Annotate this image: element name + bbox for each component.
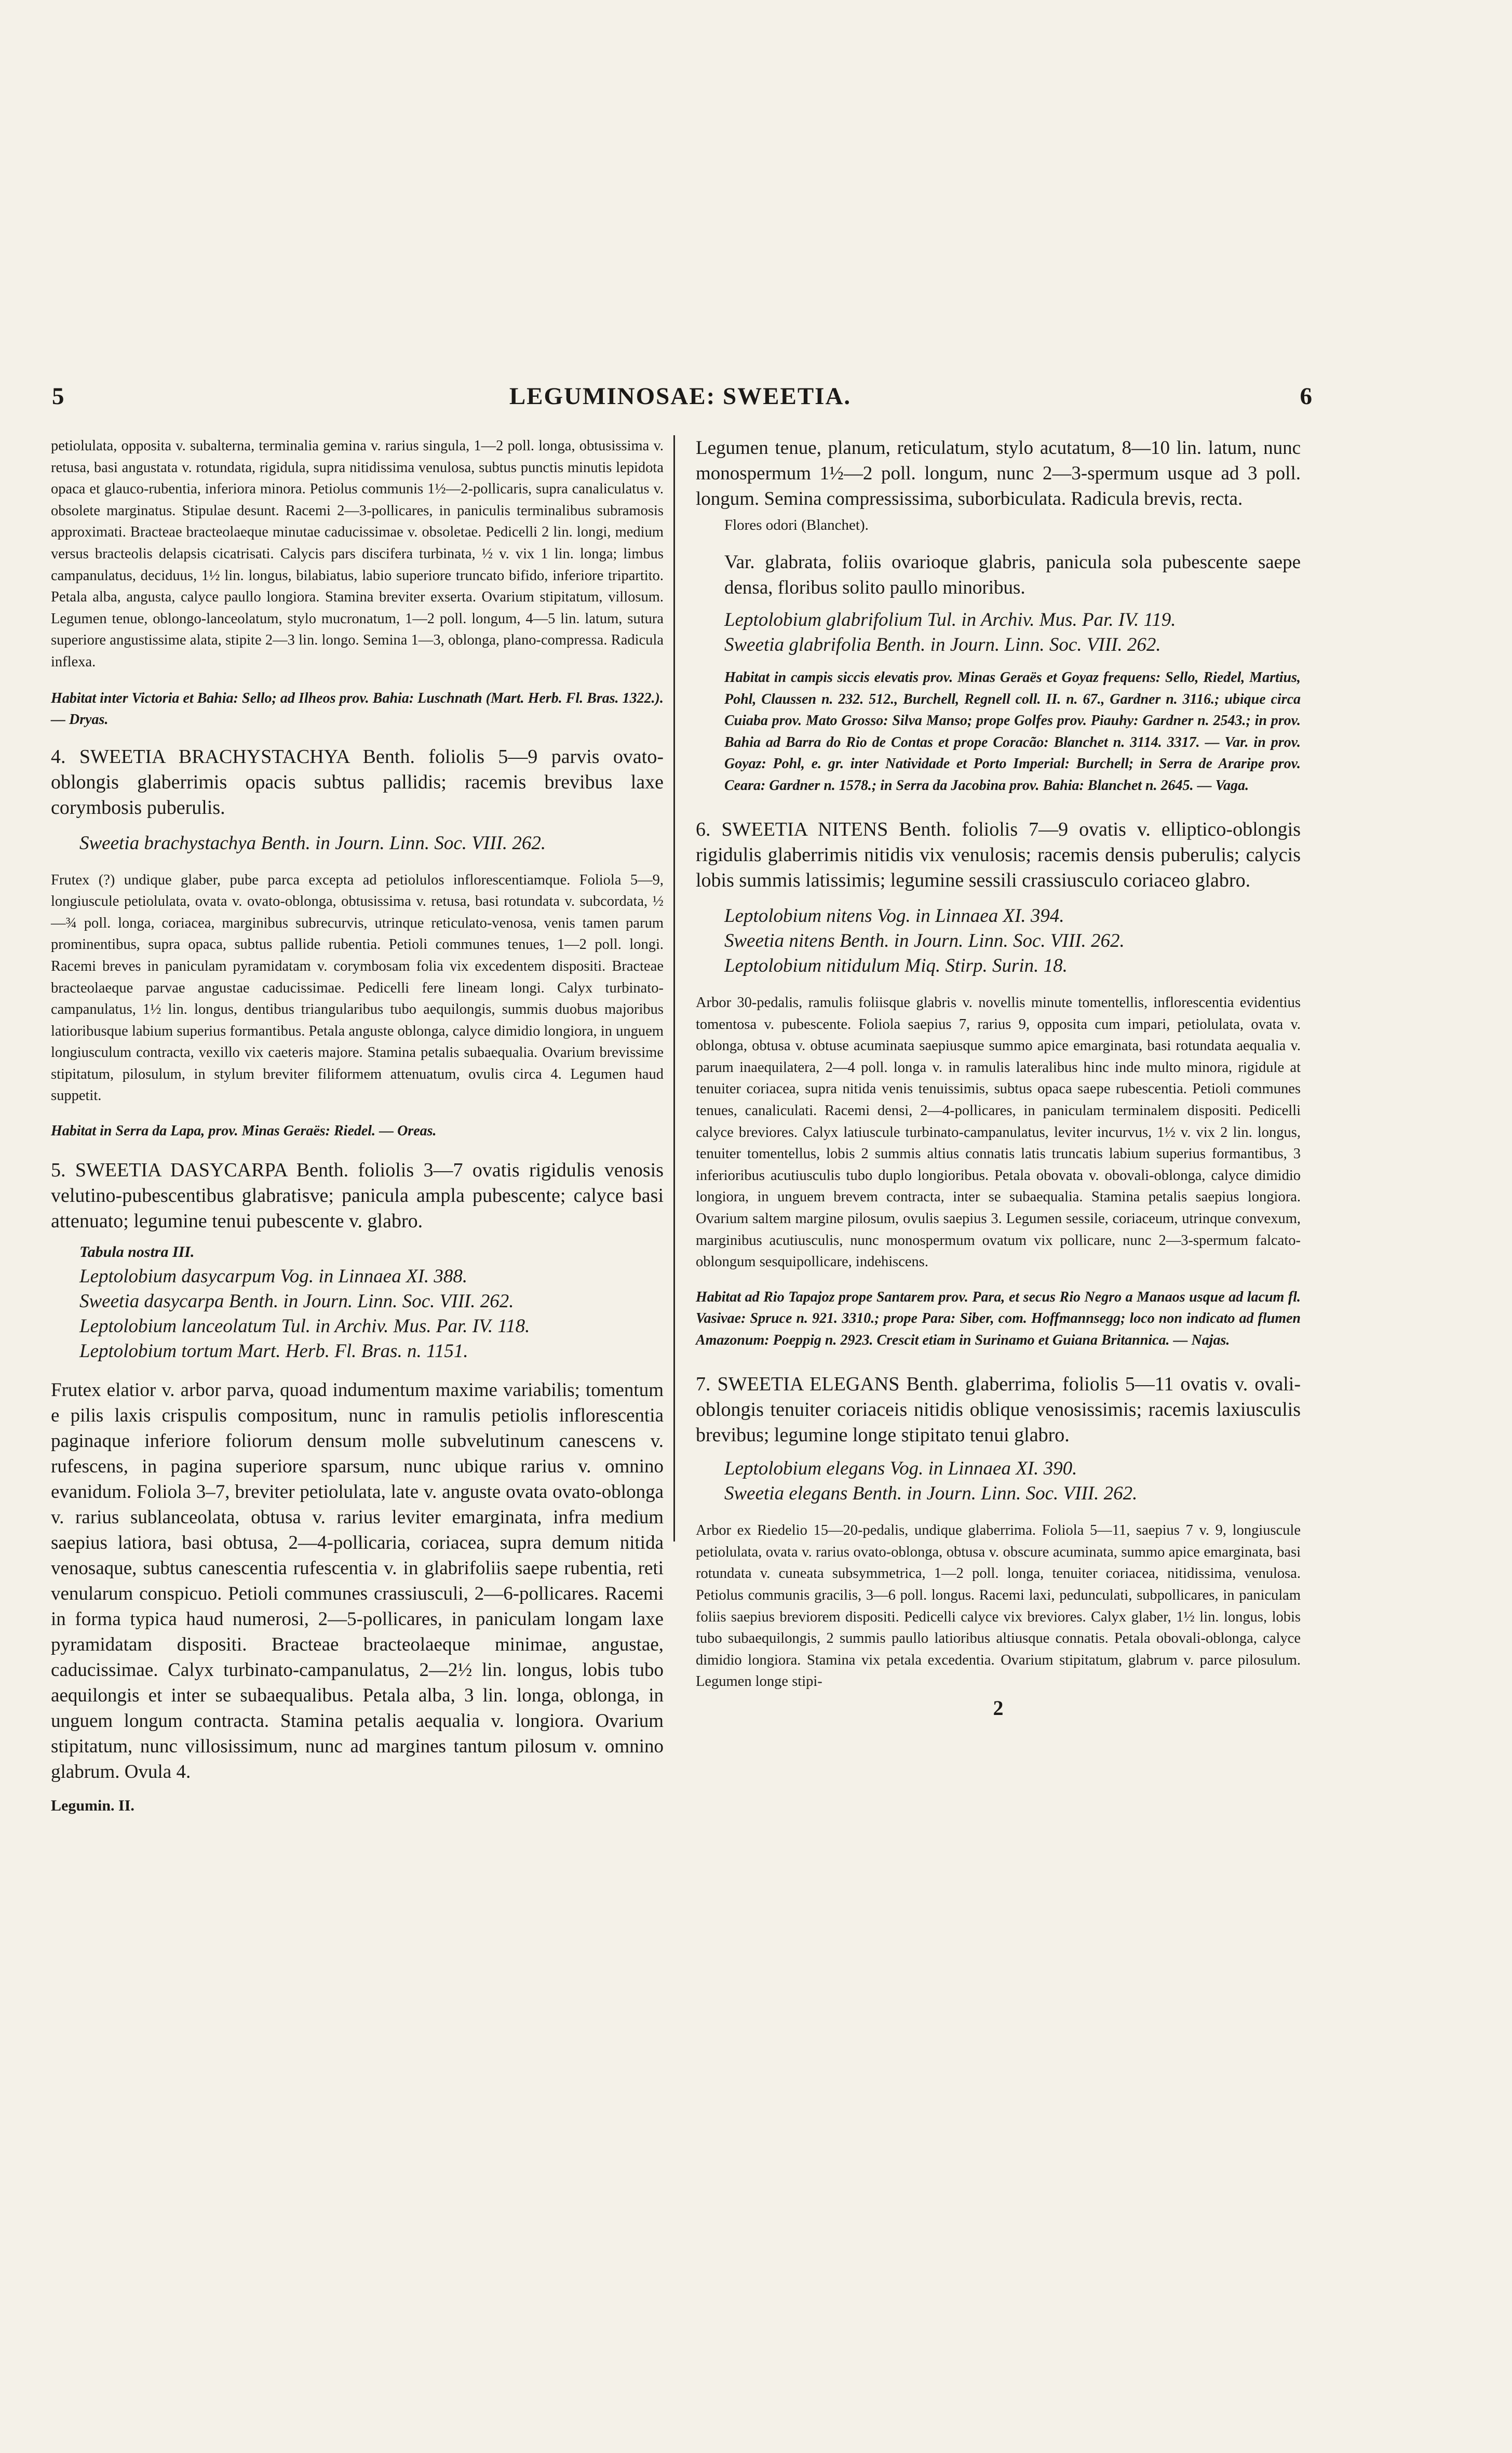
synonym-line: Leptolobium lanceolatum Tul. in Archiv. Mus. Par. IV. 118.	[79, 1315, 530, 1337]
synonym-line: Sweetia glabrifolia Benth. in Journ. Linn. Soc. VIII. 262.	[724, 634, 1161, 655]
species7-synonyms	[696, 1456, 1301, 1506]
footer-signature-label: Legumin. II.	[51, 1797, 134, 1814]
synonym-line: Leptolobium dasycarpum Vog. in Linnaea XI. 388.	[79, 1265, 468, 1287]
species5-plate-reference: Tabula nostra III.	[79, 1243, 195, 1261]
running-title: LEGUMINOSAE: SWEETIA.	[509, 383, 852, 410]
species5-habitat: Habitat in campis siccis elevatis prov. Minas Geraës et Goyaz frequens: Sello, Riedel, Martius, Pohl, Claussen n. 232. 512., Burchell, Regnell coll. II. n. 67., Gardner n. 3116.; ubique circa Cuiaba prov. Mato Grosso: Silva Manso; prope Golfes prov. Piauhy: Gardner n. 2543.; in prov. Bahia ad Barra do Rio de Contas et prope Coracão: Blanchet n. 3114. 3317. — Var. in prov. Goyaz: Pohl, e. gr. inter Natividade et Porto Imperial: Burchell; in Serra de Araripe prov. Ceara: Gardner n. 1578.; in Serra da Jacobina prov. Bahia: Blanchet n. 2645. — Vaga.	[724, 669, 1301, 794]
variety-synonyms	[696, 608, 1301, 658]
left-column	[51, 435, 664, 1815]
species3-description-continued: petiolulata, opposita v. subalterna, terminalia gemina v. rarius singula, 1—2 poll. longa, obtusissima v. retusa, basi angustata v. rotundata, rigidula, supra nitidissima venulosa, subtus punctis minutis lepidota opaca et glauco-rubentia, inferiora minora. Petiolus communis 1½—2-pollicaris, supra canaliculatus v. obsolete marginatus. Stipulae desunt. Racemi 2—3-pollicares, in paniculis terminalibus subramosis approximati. Bracteae bracteolaeque minutae caducissimae v. obsoletae. Pedicelli 2 lin. longi, medium versus bracteolis delapsis cicatrisati. Calycis pars discifera turbinata, ½ v. vix 1 lin. longa; limbus campanulatus, deciduus, 1½ lin. longus, bilabiatus, labio superiore truncato bifido, inferiore tripartito. Petala alba, angusta, calyce paullo longiora. Stamina breviter exserta. Ovarium stipitatum, villosum. Legumen tenue, oblongo-lanceolatum, stylo mucronatum, 1—2 poll. longum, 4—5 lin. latum, sutura superiore angustissime alata, stipite 2—3 lin. longo. Semina 1—3, oblonga, plano-compressa. Radicula inflexa.	[51, 438, 664, 670]
synonym-line: Sweetia nitens Benth. in Journ. Linn. Soc. VIII. 262.	[724, 930, 1125, 951]
synonym-line: Leptolobium glabrifolium Tul. in Archiv. Mus. Par. IV. 119.	[724, 609, 1176, 631]
species6-heading: 6. SWEETIA NITENS Benth. foliolis 7—9 ovatis v. elliptico-oblongis rigidulis glaberrimis nitidis vix venulosis; racemis densis puberulis; calycis lobis summis latissimis; legumine sessili crassiusculo coriaceo glabro.	[696, 819, 1301, 891]
species4-synonyms	[51, 831, 664, 856]
species6-synonyms	[696, 904, 1301, 978]
species5-description: Frutex elatior v. arbor parva, quoad indumentum maxime variabilis; tomentum e pilis laxis crispulis compositum, nunc in ramulis petiolis inflorescentia paginaque inferiore foliorum densum molle subvelutinum canescens v. rufescens, in pagina superiore sparsum, nunc ubique rarius v. omnino evanidum. Foliola 3–7, breviter petiolulata, late v. anguste ovata ovato-oblonga v. rarius sublanceolata, obtusa v. rarius leviter emarginata, infra medium saepius latiora, basi obtusa, 2—4-pollicaria, coriacea, supra demum nitida venosaque, subtus canescentia rufescentia v. in glabrifoliis saepe rubentia, reti venularum conspicuo. Petioli communes crassiusculi, 2—6-pollicares. Racemi in forma typica haud numerosi, 2—5-pollicares, in paniculam longam laxe pyramidatam dispositi. Bracteae bracteolaeque minimae, angustae, caducissimae. Calyx turbinato-campanulatus, 2—2½ lin. longus, lobis tubo aequilongis et inter se subaequalibus. Petala alba, 3 lin. longa, oblonga, in unguem longum contracta. Stamina petalis aequalia v. longiora. Ovarium stipitatum, nunc villosissimum, nunc ad margines tantum pilosum v. omnino glabrum. Ovula 4.	[51, 1379, 664, 1782]
species4-heading: 4. SWEETIA BRACHYSTACHYA Benth. foliolis 5—9 parvis ovato-oblongis glaberrimis opacis subtus pallidis; racemis brevibus laxe corymbosis puberulis.	[51, 745, 664, 819]
species5-legumen-description: Legumen tenue, planum, reticulatum, stylo acutatum, 8—10 lin. latum, nunc monospermum 1½—2 poll. longum, nunc 2—3-spermum usque ad 3 poll. longum. Semina compressissima, suborbiculata. Radicula brevis, recta.	[696, 437, 1301, 510]
page-header	[48, 382, 1313, 419]
column-divider	[673, 435, 675, 1541]
species6-description: Arbor 30-pedalis, ramulis foliisque glabris v. novellis minute tomentellis, inflorescentia evidentius tomentosa v. pubescente. Foliola saepius 7, rarius 9, opposita cum impari, petiolulata, ovata v. oblonga, obtusa v. obtuse acuminata saepiusque summo apice emarginata, basi rotundata aequalia v. parum inaequilatera, 2—4 poll. longa v. in ramulis lateralibus hinc inde multo minora, rigidule at tenuiter coriacea, supra nitida venis tenuissimis, subtus opaca saepe rubescentia. Petioli communes tenues, canaliculati. Racemi densi, 2—4-pollicares, in paniculam terminalem dispositi. Pedicelli calyce breviores. Calyx latiuscule turbinato-campanulatus, leviter incurvus, 1½ v. vix 2 lin. longus, tenuiter tomentellus, lobis 2 summis altius connatis latis truncatis labium superius formantibus, 3 inferioribus acutiusculis tubo duplo longioribus. Petala obovata v. obovali-oblonga, calyce dimidio longiora, in unguem brevem contracta, inter se subaequalia. Stamina petalis saepius longiora. Ovarium saltem margine pilosum, ovulis saepius 3. Legumen sessile, coriaceum, utrinque convexum, marginibus acutiusculis, nunc monospermum ovatum vix pollicare, nunc 2—3-spermum falcato-oblongum sesquipollicare, indehiscens.	[696, 995, 1301, 1270]
synonym-line: Leptolobium nitidulum Miq. Stirp. Surin. 18.	[724, 955, 1068, 976]
synonym-line: Sweetia brachystachya Benth. in Journ. Linn. Soc. VIII. 262.	[79, 832, 546, 854]
species6-habitat: Habitat ad Rio Tapajoz prope Santarem prov. Para, et secus Rio Negro a Manaos usque ad lacum fl. Vasivae: Spruce n. 921. 3310.; prope Para: Siber, com. Hoffmannsegg; loco non indicato ad flumen Amazonum: Poeppig n. 2923. Crescit etiam in Surinamo et Guiana Britannica. — Najas.	[696, 1289, 1301, 1348]
right-column	[696, 435, 1301, 1720]
species4-habitat: Habitat in Serra da Lapa, prov. Minas Geraës: Riedel. — Oreas.	[51, 1123, 437, 1140]
species3-habitat: Habitat inter Victoria et Bahia: Sello; ad Ilheos prov. Bahia: Luschnath (Mart. Herb. Fl. Bras. 1322.). — Dryas.	[51, 690, 664, 728]
page-number-right: 6	[1300, 383, 1313, 410]
species7-heading: 7. SWEETIA ELEGANS Benth. glaberrima, foliolis 5—11 ovatis v. ovali-oblongis tenuiter coriaceis nitidis oblique venosissimis; racemis laxiusculis brevibus; legumine longe stipitato tenui glabro.	[696, 1373, 1301, 1446]
species5-synonyms	[51, 1264, 664, 1364]
page-number-left: 5	[52, 383, 65, 410]
synonym-line: Sweetia elegans Benth. in Journ. Linn. Soc. VIII. 262.	[724, 1483, 1138, 1505]
synonym-line: Sweetia dasycarpa Benth. in Journ. Linn. Soc. VIII. 262.	[79, 1290, 514, 1312]
species5-heading: 5. SWEETIA DASYCARPA Benth. foliolis 3—7 ovatis rigidulis venosis velutino-pubescentibus glabratisve; panicula ampla pubescente; calyce basi attenuato; legumine tenui pubescente v. glabro.	[51, 1159, 664, 1232]
synonym-line: Leptolobium elegans Vog. in Linnaea XI. 390.	[724, 1458, 1077, 1480]
species7-description: Arbor ex Riedelio 15—20-pedalis, undique glaberrima. Foliola 5—11, saepius 7 v. 9, longiuscule petiolulata, ovata v. rarius ovato-oblonga, obtusa v. obscure acuminata, summo apice emarginata, basi rotundata v. cuneata subsymmetrica, 1—2 poll. longa, tenuiter coriacea, nitidissima, venulosa. Petiolus communis gracilis, 3—6 poll. longus. Racemi laxi, pedunculati, subpollicares, in paniculam foliis saepius breviorem dispositi. Pedicelli calyce vix breviores. Calyx glaber, 1½ lin. longus, lobis tubo subaequilongis, 2 summis paullo latioribus altiusque connatis. Petala obovali-oblonga, calyce dimidio longiora. Stamina vix petala excedentia. Ovarium stipitatum, glabrum v. parce pilosulum. Legumen longe stipi-	[696, 1522, 1301, 1690]
synonym-line: Leptolobium nitens Vog. in Linnaea XI. 394.	[724, 905, 1064, 927]
species4-description: Frutex (?) undique glaber, pube parca excepta ad petiolulos inflorescentiamque. Foliola 5—9, longiuscule petiolulata, ovata v. ovato-oblonga, obtusissima v. retusa, basi rotundata v. subcordata, ½—¾ poll. longa, coriacea, marginibus subrecurvis, utrinque reticulato-venosa, venis tamen parum prominentibus, supra opaca, subtus pallide rubentia. Petioli communes tenues, 1—2 poll. longi. Racemi breves in paniculam pyramidatam v. corymbosam folia vix excedentem dispositi. Bracteae bracteolaeque parvae angustae caducissimae. Pedicelli fere lineam longi. Calyx turbinato-campanulatus, 1½ lin. longus, dentibus triangularibus tubo aequilongis, summis duobus majoribus latioribusque labium superius formantibus. Petala anguste oblonga, calyce dimidio longiora, in unguem longiusculum contracta, vexillo vix caeteris majore. Stamina petalis subaequalia. Ovarium brevissime stipitatum, pilosulum, in stylum breviter filiformem attenuatum, ovulis circa 4. Legumen haud suppetit.	[51, 872, 664, 1104]
synonym-line: Leptolobium tortum Mart. Herb. Fl. Bras. n. 1151.	[79, 1340, 468, 1362]
species5-variety: Var. glabrata, foliis ovarioque glabris, panicula sola pubescente saepe densa, floribus solito paullo minoribus.	[724, 552, 1301, 598]
signature-mark: 2	[993, 1696, 1004, 1720]
species5-flowers-note: Flores odori (Blanchet).	[724, 517, 869, 533]
